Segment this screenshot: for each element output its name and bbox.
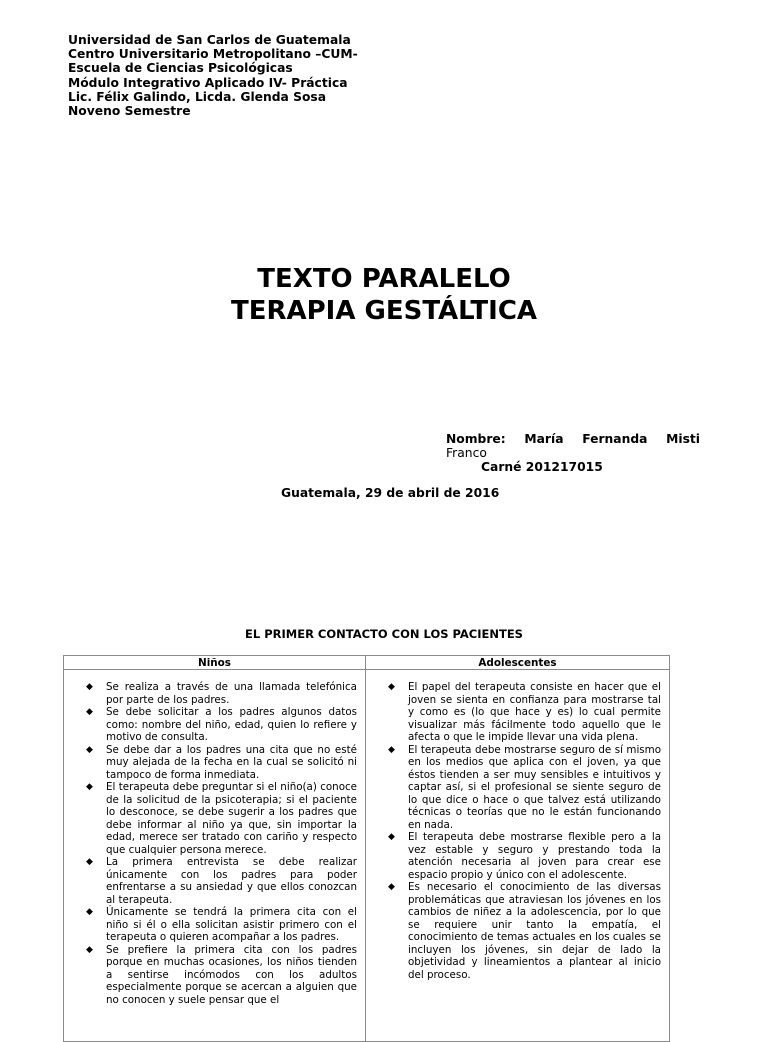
list-item-text: Se prefiere la primera cita con los padres porque en muchas ocasiones, los niños tienden a sentirse incómodos con los adultos especialmente porque se acercan a alguien que no conocen y suele pensar que el [106, 943, 357, 1006]
list-item [86, 744, 357, 782]
list-item-text: El terapeuta debe mostrarse seguro de sí mismo en los medios que aplica con el joven, ya que éstos tienden a ser muy sensibles e intuitivos y captar así, si el profesional se siente seguro de lo que dice o hace o que talvez está utilizando técnicas o teorías que no le están funcionando en nada. [408, 743, 661, 831]
bullet-icon: ◆ [388, 744, 395, 755]
document-date: Guatemala, 29 de abril de 2016 [281, 486, 500, 500]
list-item [86, 706, 357, 744]
bullet-icon: ◆ [86, 744, 93, 755]
list-item-text: Se realiza a través de una llamada telefónica por parte de los padres. [106, 681, 357, 706]
header-line: Universidad de San Carlos de Guatemala [68, 33, 351, 47]
header-line: Módulo Integrativo Aplicado IV- Práctica [68, 75, 348, 90]
list-item-text: El papel del terapeuta consiste en hacer que el joven se sienta en confianza para mostrarse tal y como es (lo que hace y es) lo cual permite visualizar más fácilmente todo aquello que le afecta o que le impide llevar una vida plena. [408, 681, 661, 743]
document-title [0, 263, 768, 327]
bullet-icon: ◆ [388, 832, 395, 842]
list-item [86, 906, 357, 944]
bullet-icon: ◆ [86, 907, 93, 917]
ninos-list [86, 681, 357, 1006]
bullet-icon: ◆ [86, 707, 93, 717]
bullet-icon: ◆ [86, 857, 93, 867]
list-item [388, 744, 661, 832]
list-item [388, 681, 661, 744]
list-item-text: Se debe solicitar a los padres algunos datos como: nombre del niño, edad, quien lo refiere y motivo de consulta. [106, 706, 357, 743]
header-line: Lic. Félix Galindo, Licda. Glenda Sosa [68, 89, 327, 104]
ninos-cell [64, 670, 366, 1042]
author-surname: Franco [446, 446, 487, 460]
bullet-icon: ◆ [86, 682, 93, 692]
bullet-icon: ◆ [388, 882, 395, 892]
list-item [86, 781, 357, 856]
header-line: Centro Universitario Metropolitano –CUM- [68, 47, 358, 62]
student-id: Carné 201217015 [481, 460, 603, 474]
adolescentes-list [388, 681, 661, 981]
list-item [388, 881, 661, 981]
list-item [86, 856, 357, 906]
header-line: Noveno Semestre [68, 104, 191, 119]
title-line-2: TERAPIA GESTÁLTICA [230, 296, 538, 326]
author-name: Nombre: María Fernanda Misti [446, 432, 700, 446]
list-item [86, 944, 357, 1007]
column-header-adolescentes: Adolescentes [366, 656, 670, 670]
list-item-text: Es necesario el conocimiento de las diversas problemáticas que atraviesan los jóvenes en los cambios de niñez a la adolescencia, por lo que se requiere unir tanto la empatía, el conocimiento de temas actuales en los cuales se incluyen los jóvenes, sin dejar de lado la objetividad y lineamientos a plantear al inicio del proceso. [408, 881, 661, 981]
title-line-1: TEXTO PARALELO [257, 264, 511, 294]
header-line: Escuela de Ciencias Psicológicas [68, 61, 293, 76]
institution-header [68, 33, 358, 118]
column-header-ninos: Niños [64, 656, 366, 670]
adolescentes-cell [366, 670, 670, 1042]
list-item-text: El terapeuta debe mostrarse flexible pero a la vez estable y seguro y prestando toda la atención necesaria al joven para crear ese espacio propio y único con el adolescente. [408, 831, 661, 881]
bullet-icon: ◆ [86, 782, 93, 792]
section-title: EL PRIMER CONTACTO CON LOS PACIENTES [245, 627, 523, 641]
list-item-text: La primera entrevista se debe realizar únicamente con los padres para poder enfrentarse a su ansiedad y que ellos conozcan al terapeuta. [106, 856, 357, 906]
list-item-text: Únicamente se tendrá la primera cita con el niño si él o ella solicitan asistir primero con el terapeuta o quieren acompañar a los padres. [106, 906, 357, 943]
bullet-icon: ◆ [388, 682, 395, 692]
comparison-table [63, 655, 670, 1042]
list-item-text: Se debe dar a los padres una cita que no esté muy alejada de la fecha en la cual se solicitó ni tampoco de forma inmediata. [106, 743, 357, 781]
bullet-icon: ◆ [86, 944, 93, 955]
list-item [388, 831, 661, 881]
list-item [86, 681, 357, 706]
list-item-text: El terapeuta debe preguntar si el niño(a) conoce de la solicitud de la psicoterapia; si el paciente lo desconoce, se debe sugerir a los padres que debe informar al niño ya que, sin importar la edad, merece ser tratado con cariño y respecto que cualquier persona merece. [106, 781, 357, 856]
